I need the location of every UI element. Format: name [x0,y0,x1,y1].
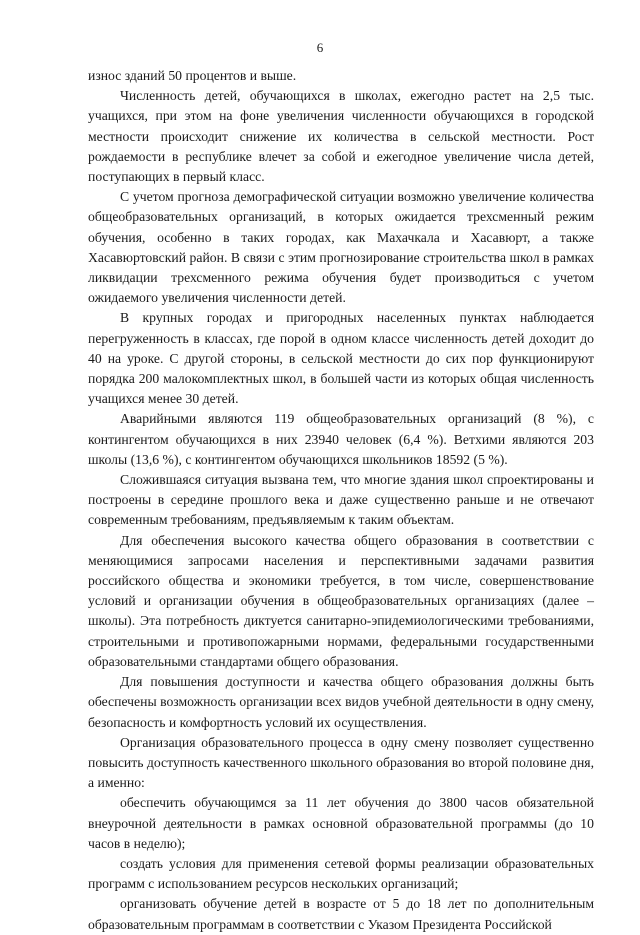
paragraph: Организация образовательного процесса в одну смену позволяет существенно повысить доступность качественного школьного образования во второй половине дня, а именно: [88,734,594,791]
paragraph-continuation: износ зданий 50 процентов и выше. [88,68,297,83]
paragraph: С учетом прогноза демографической ситуации возможно увеличение количества общеобразовательных организаций, в которых ожидается трехсменный режим обучения, особенно в таких городах, как Махачкала и Хасавюрт, а также Хасавюртовский район. В связи с этим прогнозирование строительства школ в рамках ликвидации трехсменного режима обучения будет производиться с учетом ожидаемого увеличения численности детей. [88,189,594,306]
paragraph: Для обеспечения высокого качества общего образования в соответствии с меняющимися запросами населения и перспективными задачами развития российского общества и экономики требуется, в том числе, совершенствование условий и организации обучения в общеобразовательных организациях (далее – школы). Эта потребность диктуется санитарно-эпидемиологическими требованиями, строительными и противопожарными нормами, федеральными государственными образовательными стандартами общего образования. [88,532,594,669]
paragraph: В крупных городах и пригородных населенных пунктах наблюдается перегруженность в классах, где порой в одном классе численность детей доходит до 40 на уроке. С другой стороны, в сельской местности до сих пор функционируют порядка 200 малокомплектных школ, в большей части из которых общая численность учащихся менее 30 детей. [88,310,594,407]
list-item: организовать обучение детей в возрасте от 5 до 18 лет по дополнительным образовательным программам в соответствии с Указом Президента Российской [88,896,594,932]
paragraph: Сложившаяся ситуация вызвана тем, что многие здания школ спроектированы и построены в середине прошлого века и даже существенно раньше и не отвечают современным требованиям, предъявляемым к таким объектам. [88,472,594,528]
page-number: 6 [316,40,324,55]
paragraph: Численность детей, обучающихся в школах, ежегодно растет на 2,5 тыс. учащихся, при этом на фоне увеличения численности обучающихся в городской местности происходит снижение их количества в сельской местности. Рост рождаемости в республике влечет за собой и ежегодное увеличение числа детей, поступающих в первый класс. [88,88,594,185]
list-item: обеспечить обучающимся за 11 лет обучения до 3800 часов обязательной внеурочной деятельности в рамках основной образовательной программы (до 10 часов в неделю); [88,795,594,851]
body-text [88,66,594,935]
paragraph: Аварийными являются 119 общеобразовательных организаций (8 %), с контингентом обучающихся в них 23940 человек (6,4 %). Ветхими являются 203 школы (13,6 %), с контингентом обучающихся школьников 18592 (5 %). [88,411,594,467]
paragraph: Для повышения доступности и качества общего образования должны быть обеспечены возможность организации всех видов учебной деятельности в одну смену, безопасность и комфортность условий их осуществления. [88,674,594,730]
list-item: создать условия для применения сетевой формы реализации образовательных программ с использованием ресурсов нескольких организаций; [88,855,594,892]
